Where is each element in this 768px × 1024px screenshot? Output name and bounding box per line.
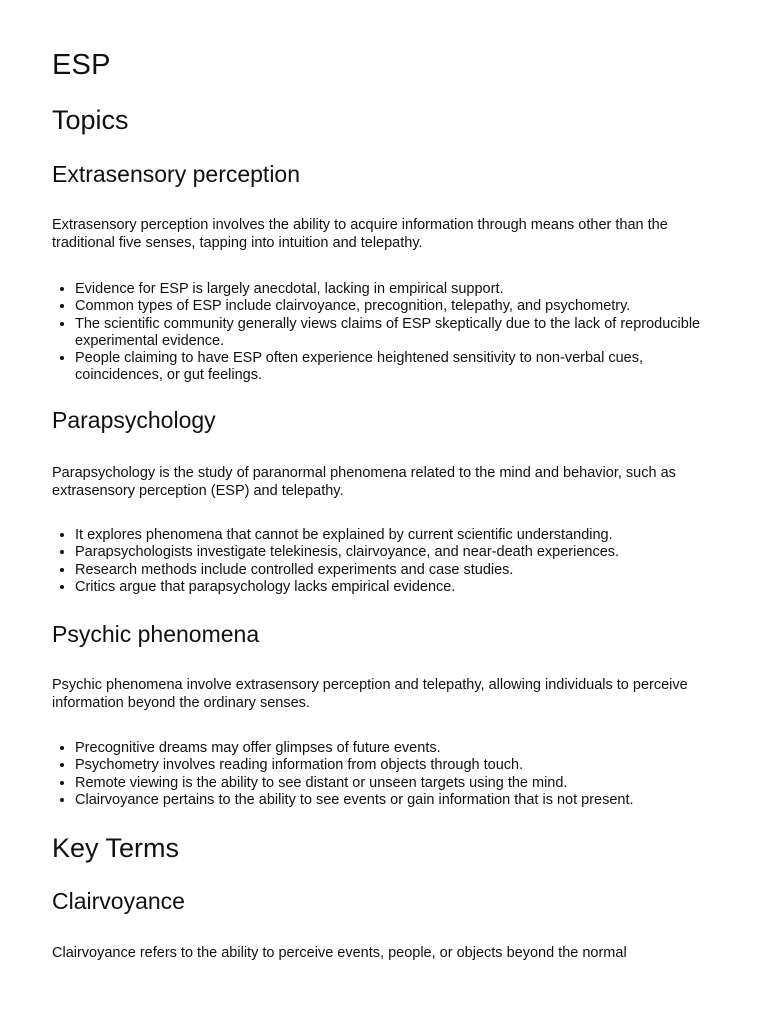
topic-points-psychic-phenomena — [52, 740, 722, 809]
list-item: • Critics argue that parapsychology lacks empirical evidence. — [75, 579, 722, 596]
list-item: • Common types of ESP include clairvoyance, precognition, telepathy, and psychometry. — [75, 298, 722, 315]
topic-summary-parapsychology: Parapsychology is the study of paranormal phenomena related to the mind and behavior, such as extrasensory perception (ESP) and telepathy. — [52, 465, 676, 499]
topics-heading: Topics — [52, 105, 129, 135]
list-item: • Remote viewing is the ability to see distant or unseen targets using the mind. — [75, 775, 722, 792]
list-item: • Precognitive dreams may offer glimpses of future events. — [75, 740, 722, 757]
list-item: • Clairvoyance pertains to the ability to see events or gain information that is not present. — [75, 792, 722, 809]
topic-points-parapsychology — [52, 527, 722, 596]
key-term-summary-clairvoyance: Clairvoyance refers to the ability to perceive events, people, or objects beyond the normal — [52, 945, 627, 961]
key-terms-heading: Key Terms — [52, 833, 180, 863]
list-item: • People claiming to have ESP often experience heightened sensitivity to non-verbal cues, coincidences, or gut feelings. — [75, 350, 722, 385]
document-title: ESP — [52, 49, 111, 81]
topic-title-psychic-phenomena: Psychic phenomena — [52, 621, 260, 647]
topic-points-extrasensory-perception — [52, 281, 722, 385]
list-item: • Research methods include controlled experiments and case studies. — [75, 562, 722, 579]
topic-title-parapsychology: Parapsychology — [52, 407, 216, 433]
list-item: • It explores phenomena that cannot be explained by current scientific understanding. — [75, 527, 722, 544]
topic-summary-extrasensory-perception: Extrasensory perception involves the ability to acquire information through means other than the traditional five senses, tapping into intuition and telepathy. — [52, 217, 668, 251]
list-item: • Evidence for ESP is largely anecdotal, lacking in empirical support. — [75, 281, 722, 298]
list-item: • The scientific community generally views claims of ESP skeptically due to the lack of reproducible experimental evidence. — [75, 316, 722, 351]
key-term-title-clairvoyance: Clairvoyance — [52, 888, 185, 914]
topic-title-extrasensory-perception: Extrasensory perception — [52, 161, 301, 187]
list-item: • Psychometry involves reading information from objects through touch. — [75, 757, 722, 774]
topic-summary-psychic-phenomena: Psychic phenomena involve extrasensory perception and telepathy, allowing individuals to perceive information beyond the ordinary senses. — [52, 677, 688, 711]
list-item: • Parapsychologists investigate telekinesis, clairvoyance, and near-death experiences. — [75, 544, 722, 561]
